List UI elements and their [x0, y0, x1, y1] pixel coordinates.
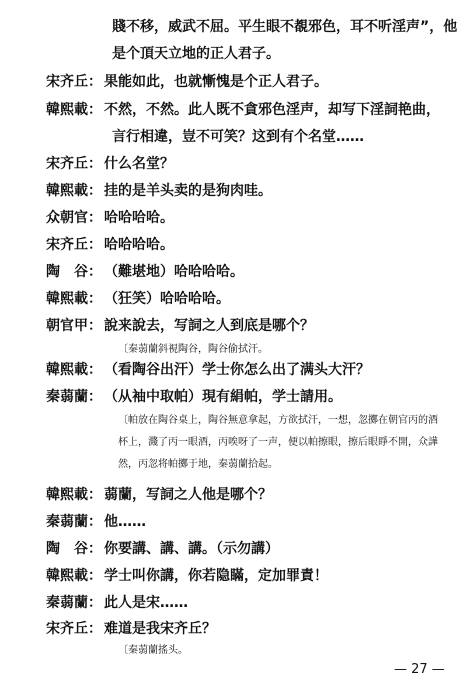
page-number: — 27 — — [394, 662, 445, 677]
speech-text: 哈哈哈哈。 — [104, 237, 174, 253]
speaker-label: 陶 谷： — [46, 264, 102, 280]
speech-text: （難堪地）哈哈哈哈。 — [104, 264, 244, 280]
text-line-2: 是个頂天立地的正人君子。 — [112, 46, 280, 62]
speaker-label: 韓熙載： — [46, 291, 102, 307]
speech-text: 果能如此，也就慚愧是个正人君子。 — [104, 74, 328, 90]
speech-text: 挂的是羊头卖的是狗肉哇。 — [104, 183, 272, 199]
speech-text: 說来說去，写詞之人到底是哪个？ — [104, 318, 314, 334]
speaker-label: 韓熙載： — [46, 487, 102, 503]
speech-text: 他…… — [104, 514, 146, 530]
speech-text: （从袖中取帕）現有絹帕，学士請用。 — [104, 389, 342, 405]
speech-text: 学士叫你講，你若隐瞞，定加罪責！ — [104, 568, 328, 584]
speaker-label: 宋齐丘： — [46, 237, 102, 253]
speaker-label: 秦蒻蘭： — [46, 389, 102, 405]
speaker-label: 宋齐丘： — [46, 156, 102, 172]
speaker-label: 韓熙載： — [46, 183, 102, 199]
speaker-label: 韓熙載： — [46, 102, 102, 118]
speech-text: 难道是我宋齐丘？ — [104, 621, 216, 637]
speech-text: （狂笑）哈哈哈哈。 — [104, 291, 230, 307]
speech-text: 此人是宋…… — [104, 595, 188, 611]
speaker-label: 陶 谷： — [46, 541, 102, 557]
speaker-label: 秦蒻蘭： — [46, 595, 102, 611]
speaker-label: 韓熙載： — [46, 362, 102, 378]
speech-text: 你要講、講、講。（示勿講） — [104, 541, 279, 557]
speaker-label: 宋齐丘： — [46, 621, 102, 637]
speech-text: 什么名堂？ — [104, 156, 174, 172]
stage-direction: 〔帕放在陶谷桌上，陶谷無意拿起，方欲拭汗，一想，忽擲在朝官丙的酒杯上，濺了丙一眼酒，丙唉呀了一声，便以帕擦眼，擦后眼睜不開，众譁然，丙忽将帕擲于地，秦蒻蘭拾起。 — [118, 415, 438, 470]
speaker-label: 秦蒻蘭： — [46, 514, 102, 530]
speech-text: （看陶谷出汗）学士你怎么出了满头大汗？ — [104, 362, 370, 378]
speaker-label: 宋齐丘： — [46, 74, 102, 90]
speech-continuation: 言行相違，豈不可笑？这到有个名堂…… — [112, 129, 364, 145]
speech-text: 哈哈哈哈。 — [104, 210, 174, 226]
text-line-1: 賤不移，威武不屈。平生眼不覩邪色，耳不听淫声”，他 — [112, 19, 458, 35]
stage-direction: 〔秦蒻蘭斜視陶谷，陶谷偷拭汗。 — [118, 344, 268, 355]
stage-direction: 〔秦蒻蘭搖头。 — [118, 645, 188, 656]
speaker-label: 韓熙載： — [46, 568, 102, 584]
speech-text: 蒻蘭，写詞之人他是哪个？ — [104, 487, 272, 503]
speaker-label: 朝官甲： — [46, 318, 102, 334]
speaker-label: 众朝官： — [46, 210, 102, 226]
speech-text: 不然，不然。此人既不貪邪色淫声，却写下淫詞艳曲， — [104, 102, 440, 118]
